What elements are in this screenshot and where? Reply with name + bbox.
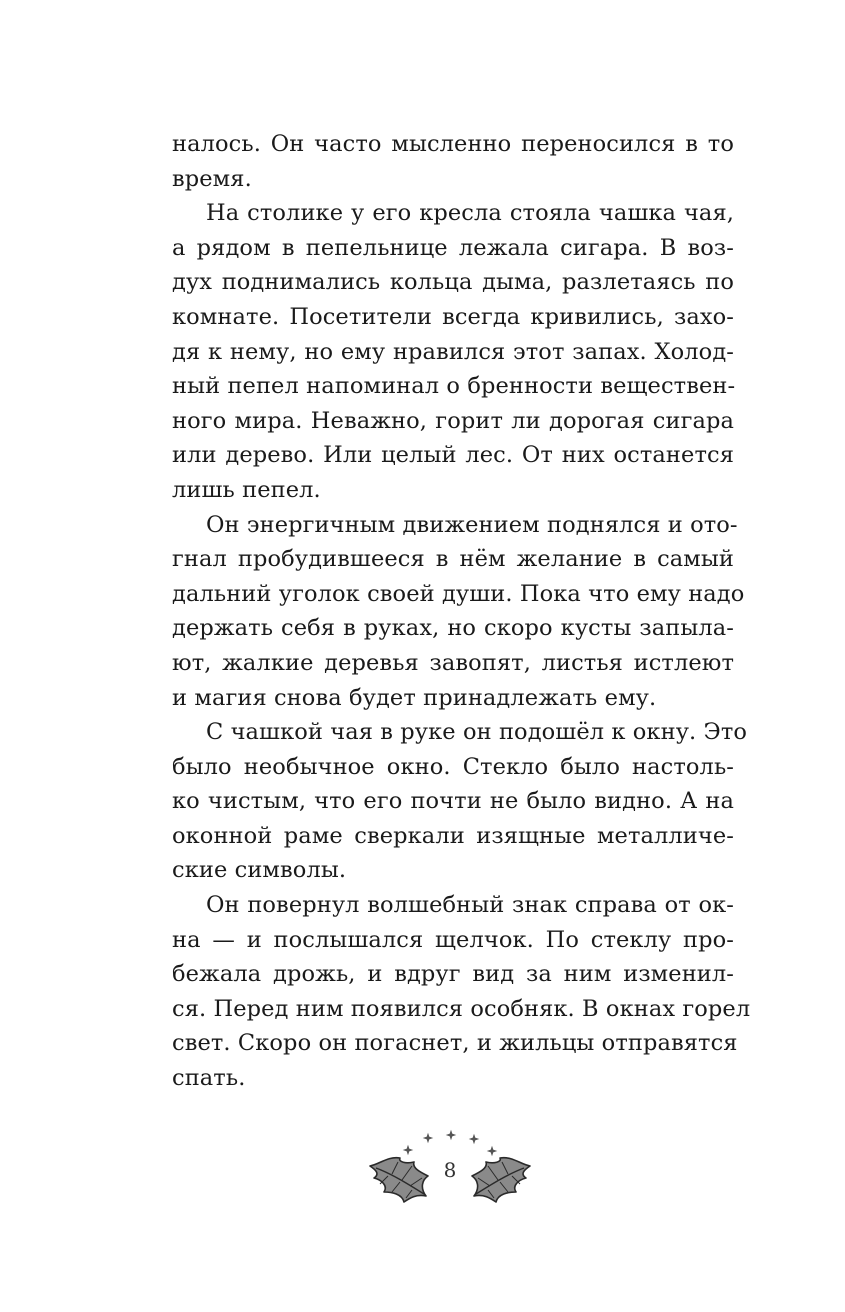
- text-line: Он энергичным движением поднялся и ото-: [206, 511, 738, 538]
- text-line: оконной раме сверкали изящные металличе-: [172, 822, 734, 849]
- text-line: лишь пепел.: [172, 476, 321, 503]
- text-line: держать себя в руках, но скоро кусты запыла-: [172, 615, 734, 642]
- star-ornament-icon: [404, 1131, 496, 1155]
- text-line: на — и послышался щелчок. По стеклу про-: [172, 926, 734, 953]
- leaf-right-icon: [472, 1158, 530, 1202]
- text-line: ся. Перед ним появился особняк. В окнах горел: [172, 995, 751, 1022]
- text-line: дух поднимались кольца дыма, разлетаясь по: [172, 269, 734, 296]
- text-line: ный пепел напоминал о бренности веществен-: [172, 373, 736, 400]
- text-line: ют, жалкие деревья завопят, листья истлеют: [172, 649, 734, 676]
- text-line: бежала дрожь, и вдруг вид за ним изменил-: [172, 961, 734, 988]
- text-line: гнал пробудившееся в нём желание в самый: [172, 546, 734, 573]
- text-line: С чашкой чая в руке он подошёл к окну. Это: [206, 719, 748, 746]
- text-line: ко чистым, что его почти не было видно. А на: [172, 788, 734, 815]
- text-line: время.: [172, 165, 252, 192]
- text-line: спать.: [172, 1065, 246, 1092]
- text-line: комнате. Посетители всегда кривились, захо-: [172, 303, 734, 330]
- text-line: дя к нему, но ему нравился этот запах. Холод-: [172, 338, 734, 365]
- text-line: ного мира. Неважно, горит ли дорогая сигара: [172, 407, 734, 434]
- text-line: и магия снова будет принадлежать ему.: [172, 684, 657, 711]
- page-footer: [360, 1128, 540, 1208]
- text-line: дальний уголок своей души. Пока что ему надо: [172, 580, 745, 607]
- text-line: или дерево. Или целый лес. От них останется: [172, 442, 734, 469]
- text-line: налось. Он часто мысленно переносился в то: [172, 131, 734, 157]
- body-text: [172, 127, 751, 1096]
- text-line: На столике у его кресла стояла чашка чая,: [206, 200, 734, 227]
- leaf-left-icon: [370, 1158, 428, 1202]
- page-number: 8: [443, 1158, 457, 1182]
- text-line: свет. Скоро он погаснет, и жильцы отправятся: [172, 1030, 738, 1057]
- text-line: ские символы.: [172, 857, 347, 884]
- text-line: а рядом в пепельнице лежала сигара. В воз-: [172, 234, 734, 261]
- text-line: было необычное окно. Стекло было настоль-: [172, 753, 734, 780]
- text-line: Он повернул волшебный знак справа от ок-: [206, 892, 734, 919]
